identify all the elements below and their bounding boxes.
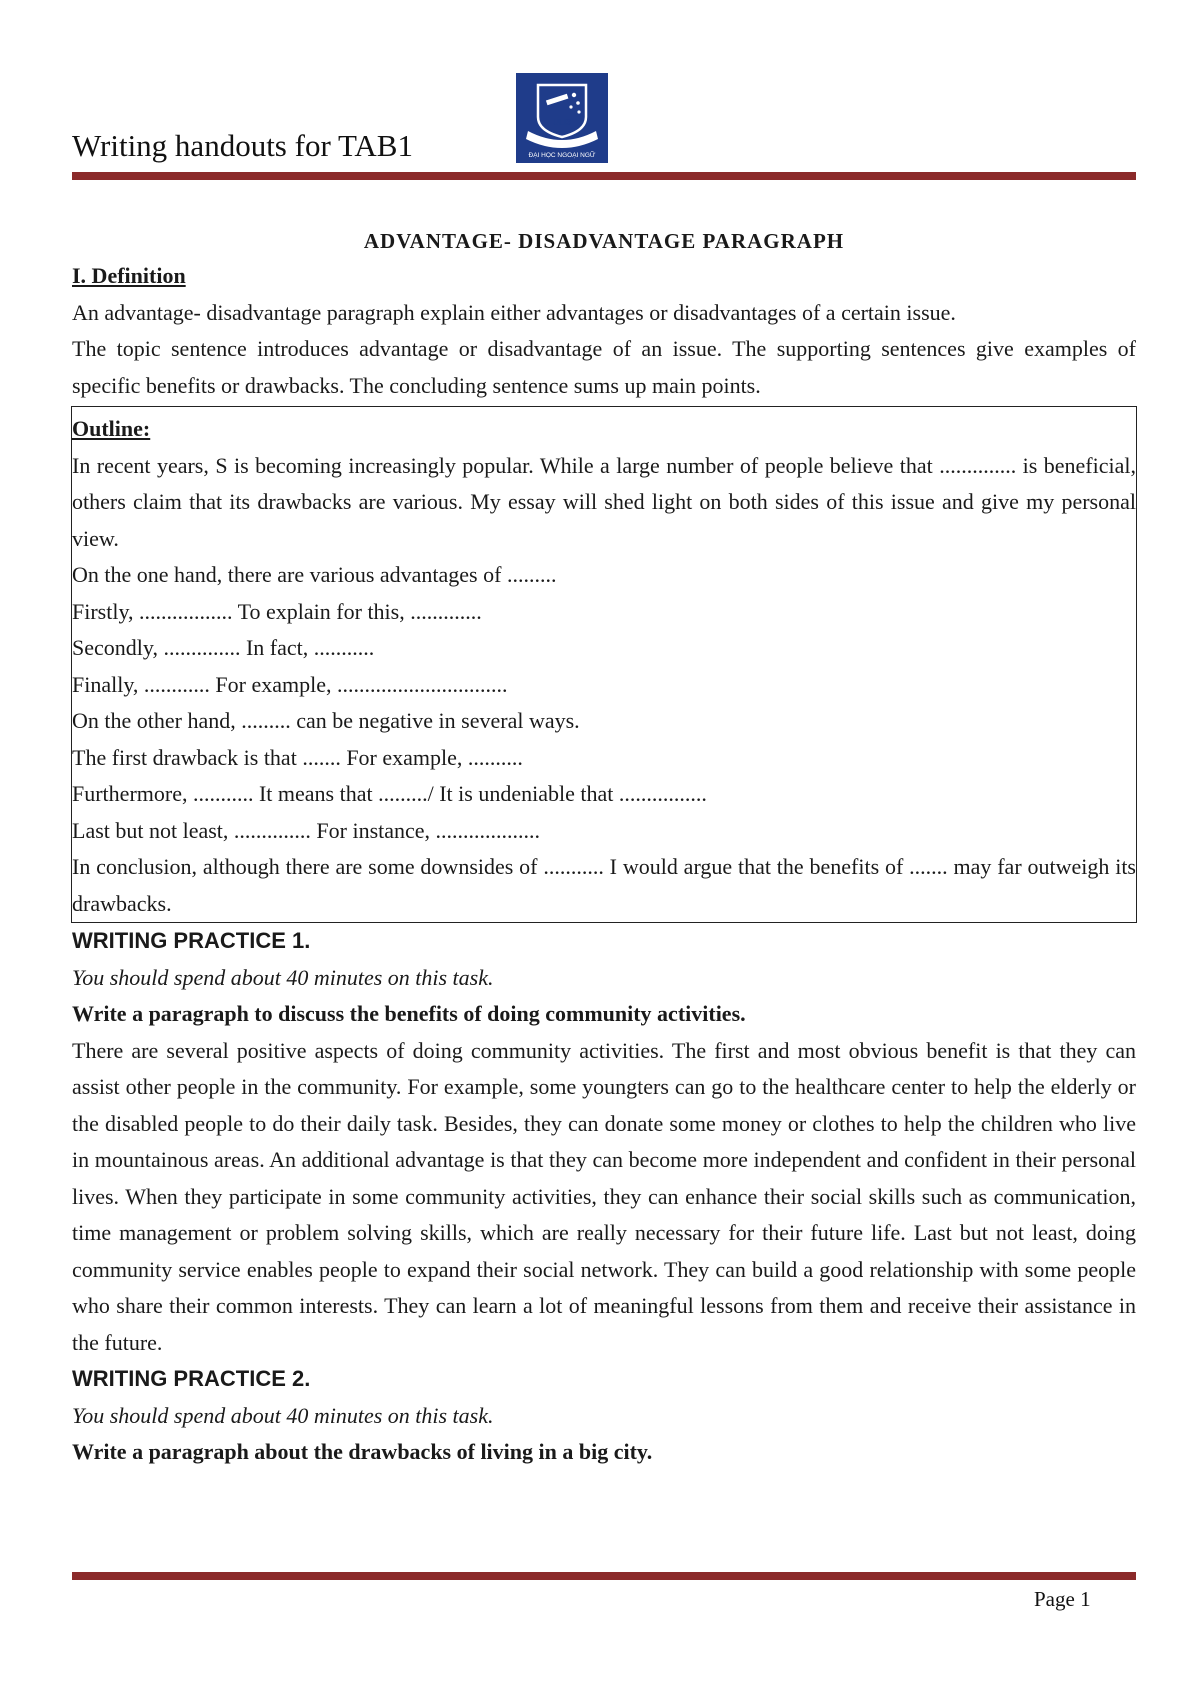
- outline-line: Finally, ............ For example, ...............................: [72, 671, 508, 697]
- practice-1-body: There are several positive aspects of doing community activities. The first and most obvious benefit is that they can assist other people in the community. For example, some youngters can go to the healthcare center to help the elderly or the disabled people to do their daily task. Besides, they can donate some money or clothes to help the children who live in mountainous areas. An additional advantage is that they can become more independent and confident in their personal lives. When they participate in some community activities, they can enhance their social skills such as communication, time management or problem solving skills, which are really necessary for their future life. Last but not least, doing community service enables people to expand their social network. They can build a good relationship with some people who share their common interests. They can learn a lot of meaningful lessons from them and receive their assistance in the future.: [72, 1037, 1136, 1355]
- document-title: ADVANTAGE- DISADVANTAGE PARAGRAPH: [363, 229, 845, 253]
- header-title: Writing handouts for TAB1: [72, 128, 413, 163]
- practice-2-task: Write a paragraph about the drawbacks of living in a big city.: [72, 1439, 653, 1464]
- outline-line: On the one hand, there are various advantages of .........: [72, 562, 557, 587]
- outline-line: On the other hand, ......... can be negative in several ways.: [72, 708, 580, 733]
- practice-2-instruction: You should spend about 40 minutes on this task.: [72, 1402, 494, 1428]
- practice-1-instruction: You should spend about 40 minutes on this task.: [72, 964, 494, 990]
- university-logo: [516, 73, 608, 163]
- footer-rule: [72, 1572, 1136, 1580]
- practice-1-heading: WRITING PRACTICE 1.: [72, 928, 311, 953]
- practice-2-heading: WRITING PRACTICE 2.: [72, 1366, 311, 1391]
- document-body: [72, 226, 1136, 1471]
- definition-line-1: An advantage- disadvantage paragraph explain either advantages or disadvantages of a certain issue.: [72, 299, 956, 325]
- definition-line-2: The topic sentence introduces advantage or disadvantage of an issue. The supporting sentences give examples of specific benefits or drawbacks. The concluding sentence sums up main points.: [72, 336, 1136, 398]
- definition-heading: I. Definition: [72, 263, 186, 288]
- outline-line: Last but not least, .............. For instance, ...................: [72, 817, 541, 843]
- outline-box: [71, 406, 1137, 923]
- outline-conclusion: In conclusion, although there are some downsides of ........... I would argue that the benefits of ....... may far outweigh its drawbacks.: [72, 854, 1136, 916]
- outline-line: Firstly, ................. To explain for this, .............: [72, 598, 482, 624]
- outline-line: The first drawback is that ....... For example, ..........: [72, 744, 523, 770]
- outline-label: Outline:: [72, 416, 151, 441]
- logo-badge-text: ULIS: [552, 118, 572, 127]
- practice-1-task: Write a paragraph to discuss the benefits of doing community activities.: [72, 1001, 746, 1026]
- logo-caption-text: ĐẠI HỌC NGOẠI NGỮ: [528, 152, 596, 159]
- outline-intro: In recent years, S is becoming increasingly popular. While a large number of people believe that .............. is beneficial, others claim that its drawbacks are various. My essay will shed light on both sides of this issue and give my personal view.: [72, 452, 1136, 551]
- header-rule: [72, 172, 1136, 180]
- page-number: Page 1: [1034, 1587, 1091, 1611]
- outline-line: Secondly, .............. In fact, ...........: [72, 635, 375, 660]
- outline-line: Furthermore, ........... It means that ........./ It is undeniable that ................: [72, 781, 707, 806]
